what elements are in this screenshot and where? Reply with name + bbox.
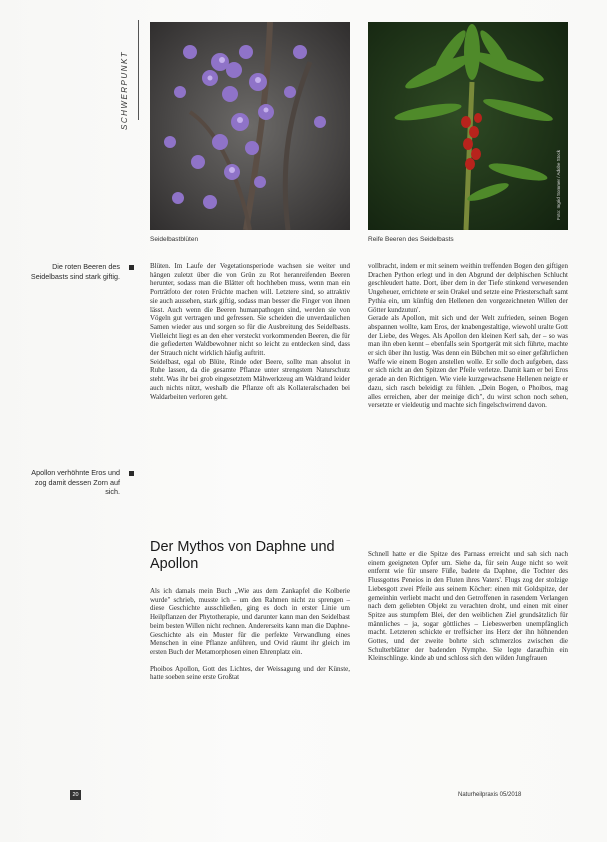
- paragraph: vollbracht, indem er mit seinem weithin treffenden Bogen den giftigen Drachen Python erlegt und in den Abgrund der delphischen Schlucht geschleudert hatte. Dort, über dem in der Tiefe stinkend verwesenden Ungeheuer, errichtete er sein Orakel und setzte eine Priesterschaft samt Pythia ein, um künftig den Hellenen den vorgezeichneten Willen der Götter kundzutun'.: [368, 262, 568, 314]
- section-label: SCHWERPUNKT: [120, 50, 129, 130]
- blossom-illustration: [150, 22, 350, 230]
- section-rule: [138, 20, 139, 120]
- margin-bullet: [129, 265, 134, 270]
- paragraph: Blüten. Im Laufe der Vegetationsperiode wachsen sie weiter und hängen zuletzt über die von Grün zu Rot heranreifenden Beeren herunter, sodass man die Blätter oft hochheben muss, wenn man ein Porträtfoto der roten Früchte machen will. Letztere sind, so attraktiv sie auch aussehen, stark giftig, sodass man besser die Finger von ihnen lässt. Auch wenn die Beeren humanpathogen sind, werden sie von Vögeln gut vertragen und gefressen. Sie scheiden die unverdaulichen Samen wieder aus und sorgen so für die Ausbreitung des Seidelbasts. Vielleicht liegt es an den eher versteckt vorkommenden Beeren, die für die gefiederten Waldbewohner nicht so leicht zu entdecken sind, dass der Strauch nicht wirklich häufig auftritt.: [150, 262, 350, 358]
- page-number: 20: [70, 790, 81, 800]
- photo-daphne-blossoms: [150, 22, 350, 230]
- caption-right: Reife Beeren des Seidelbasts: [368, 236, 454, 243]
- paragraph: Phoibos Apollon, Gott des Lichtes, der Weissagung und der Künste, hatte soeben seine erste Großtat: [150, 664, 350, 682]
- margin-bullet: [129, 471, 134, 476]
- body-column-right-lower: [368, 550, 568, 663]
- paragraph: Seidelbast, egal ob Blüte, Rinde oder Beere, sollte man absolut in Ruhe lassen, da die gesamte Pflanze unter strengstem Naturschutz steht. Was ihr bei grob eingesetztem Mähwerkzeug am Waldrand leider auch nichts nützt, weshalb die Pflanze oft als Kollateralschaden bei Waldarbeiten verloren geht.: [150, 357, 350, 401]
- margin-note-berries: Die roten Beeren des Seidelbasts sind stark giftig.: [30, 262, 120, 281]
- paragraph: Gerade als Apollon, mit sich und der Welt zufrieden, seinen Bogen abspannen wollte, kam Eros, der knabengestaltige, wiewohl uralte Gott der Liebe, des Weges. Als Apollon den kleinen Kerl sah, der – so was man ihn eben kennt – ebenfalls sein Sportgerät mit sich führte, machte er sich über ihn lustig. Was denn ein Bübchen mit so einer gefährlichen Waffe wie einem Bogen anstellen wolle. Er solle doch aufgeben, dass er sich nicht an den Spitzen der Pfeile verletze. Damit kam er bei Eros gerade an den Richtigen. Wie viele kurzgewachsene Hellenen neigte er dazu, sich rasch beleidigt zu fühlen. „Dein Bogen, o Phoibos, mag alles erreichen, aber der meinige dich", du wirst schon noch sehen, versetzte er vieldeutig und machte sich fingelschwirrend davon.: [368, 314, 568, 410]
- paragraph: Schnell hatte er die Spitze des Parnass erreicht und sah sich nach einem geeigneten Opfer um. Siehe da, für sein Auge nicht so weit entfernt wie für unsere Füße, badete da Daphne, die Tochter des Flussgottes Peneios in den Fluten ihres Vaters'. Flugs zog der stolzige Liebesgott zwei Pfeile aus seinem Köcher: einen mit Goldspitze, der gemeinhin verliebt macht und den Getroffenen in rasendem Verlangen nach dem geliebten Objekt zu verachten droht, und einen mit einer Spitze aus stumpfem Blei, der den weiblichen Ziel grundsätzlich für männliches – ja, sogar göttliches – Liebeswerben unempfänglich macht. Letzteren schickte er treffsicher ins Herz der ihn höhnenden Gottes, und der zweite bohrte sich schmerzlos zwischen die Schulterblätter der badenden Nymphe. Sie legte daraufhin ein Kleinschlinge. kinde ab und schloss sich den wilden Jungfrauen: [368, 550, 568, 663]
- margin-note-apollon: Apollon verhöhnte Eros und zog damit dessen Zorn auf sich.: [31, 468, 120, 496]
- section-heading: Der Mythos von Daphne und Apollon: [150, 539, 335, 573]
- caption-left: Seidelbastblüten: [150, 236, 199, 243]
- berries-illustration: [368, 22, 568, 230]
- footer-publication: Naturheilpraxis 05/2018: [458, 792, 522, 798]
- body-column-left: [150, 262, 350, 401]
- body-column-right: [368, 262, 568, 410]
- photo-credit: Foto: Ingrid Sommer / Adobe Stock: [556, 149, 561, 220]
- paragraph: Als ich damals mein Buch „Wie aus dem Zankapfel die Kolberie wurde" schrieb, musste ich – um den Rahmen nicht zu sprengen – diese Geschichte ausschließen, ging es doch in erster Linie um Heilpflanzen der Phytotherapie, und darunter kann man den Seidelbast beim besten Willen nicht rechnen. Andererseits kann man die Daphne-Geschichte als ein Muster für die perfekte Verwandlung eines Menschen in eine Pflanze anführen, und Ovid räumt ihr gleich im ersten Buch der Metamorphosen einen Ehrenplatz ein.: [150, 587, 350, 656]
- body-column-left-lower: [150, 587, 350, 682]
- photo-daphne-berries: [368, 22, 568, 230]
